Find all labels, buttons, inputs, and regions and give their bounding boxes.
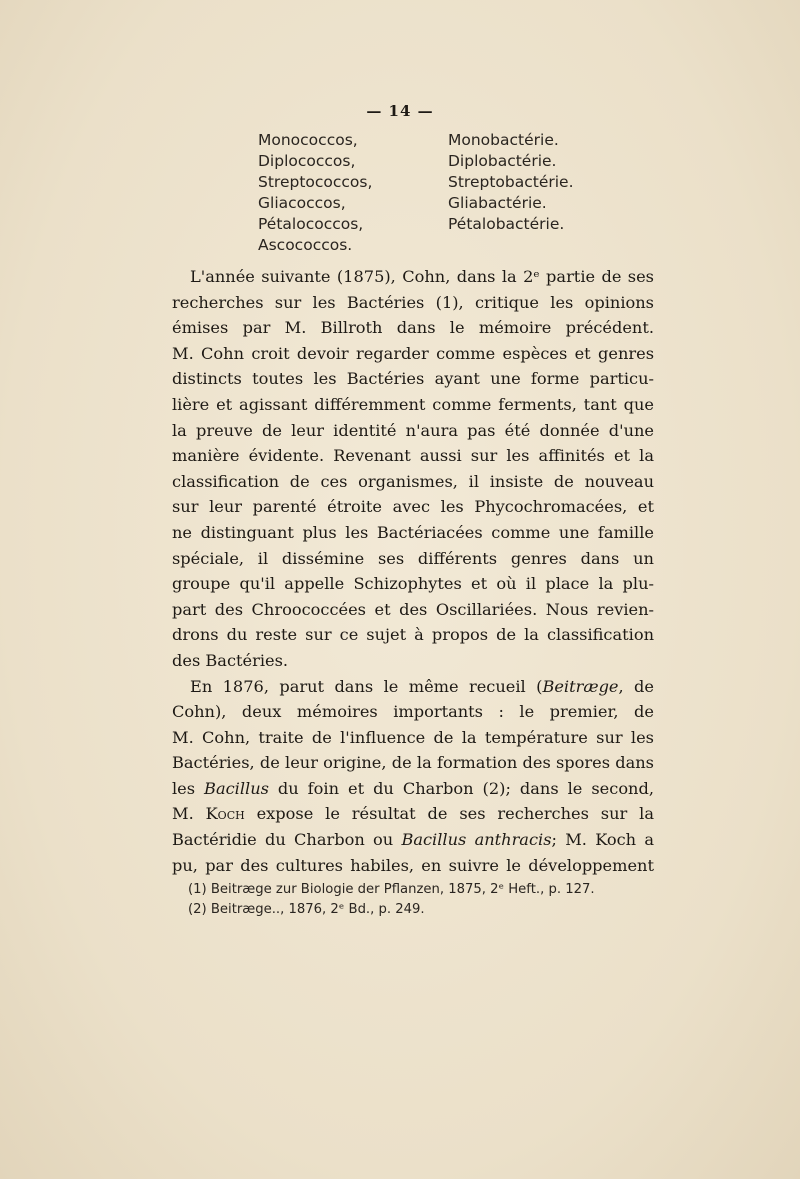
text-segment: les [172, 778, 205, 798]
text-line [172, 801, 654, 827]
text-line: manière évidente. Revenant aussi sur les affinités et la [172, 446, 654, 466]
taxa-coccos-column [258, 130, 372, 256]
taxa-item: Diplococcos, [258, 152, 356, 170]
footnote: (1) Beitræge zur Biologie der Pflanzen, 1875, 2ᵉ Heft., p. 127. [188, 882, 595, 897]
taxa-item: Ascococcos. [258, 236, 353, 254]
text-line: sur leur parenté étroite avec les Phycochromacées, et [172, 497, 654, 517]
taxa-bacterie-column [448, 130, 574, 235]
text-segment: du foin et du Charbon (2); dans le second, [268, 778, 654, 798]
text-line: M. Cohn croit devoir regarder comme espèces et genres [172, 343, 654, 363]
taxa-item: Gliacoccos, [258, 194, 346, 212]
text-segment: M. [172, 804, 206, 824]
text-line: distincts toutes les Bactéries ayant une forme particu- [172, 369, 654, 389]
text-line: L'année suivante (1875), Cohn, dans la 2ᵉ partie de ses [190, 267, 654, 286]
text-line: part des Chroococcées et des Oscillariées. Nous revien- [172, 599, 654, 619]
small-caps-name: Koch [205, 804, 245, 824]
text-segment: , de [618, 676, 654, 696]
page-number: — 14 — [366, 102, 434, 120]
taxa-item: Streptococcos, [258, 173, 373, 191]
text-line: ne distinguant plus les Bactériacées comme une famille [172, 522, 654, 542]
taxa-item: Gliabactérie. [448, 194, 547, 212]
text-line: des Bactéries. [172, 650, 289, 670]
text-line: Bactéries, de leur origine, de la formation des spores dans [172, 753, 654, 773]
text-line: Cohn), deux mémoires importants : le premier, de [172, 702, 654, 722]
taxa-item: Pétalobactérie. [448, 215, 565, 233]
paragraph-1 [172, 264, 654, 674]
footnotes [188, 880, 595, 920]
taxa-item: Pétalococcos, [258, 215, 364, 233]
text-line: recherches sur les Bactéries (1), critique les opinions [172, 292, 654, 312]
footnote: (2) Beitræge.., 1876, 2ᵉ Bd., p. 249. [188, 902, 425, 917]
text-line: émises par M. Billroth dans le mémoire précédent. [172, 318, 654, 338]
text-segment: En 1876, parut dans le même recueil ( [190, 676, 543, 696]
text-line: drons du reste sur ce sujet à propos de la classification [172, 625, 654, 645]
text-line: groupe qu'il appelle Schizophytes et où il place la plu- [172, 574, 654, 594]
italic-genus: Bacillus [204, 778, 269, 798]
text-line: spéciale, il dissémine ses différents genres dans un [172, 548, 654, 568]
taxa-item: Diplobactérie. [448, 152, 557, 170]
text-line [172, 827, 654, 853]
body-text [172, 264, 654, 878]
text-line [172, 674, 654, 700]
taxa-item: Monococcos, [258, 131, 358, 149]
text-line: la preuve de leur identité n'aura pas été donnée d'une [172, 420, 654, 440]
text-line: M. Cohn, traite de l'influence de la température sur les [172, 727, 654, 747]
italic-title: Beitræge [542, 676, 619, 696]
italic-species: Bacillus anthracis [401, 830, 552, 850]
taxa-item: Monobactérie. [448, 131, 559, 149]
paragraph-2 [172, 674, 654, 879]
taxa-item: Streptobactérie. [448, 173, 574, 191]
text-segment: ; M. Koch a [551, 830, 654, 850]
text-line: lière et agissant différemment comme ferments, tant que [172, 394, 654, 414]
text-segment: expose le résultat de ses recherches sur la [244, 804, 654, 824]
text-line: pu, par des cultures habiles, en suivre le développement [172, 855, 654, 875]
text-line [172, 776, 654, 802]
text-line: classification de ces organismes, il insiste de nouveau [172, 471, 654, 491]
text-segment: Bactéridie du Charbon ou [172, 830, 402, 850]
